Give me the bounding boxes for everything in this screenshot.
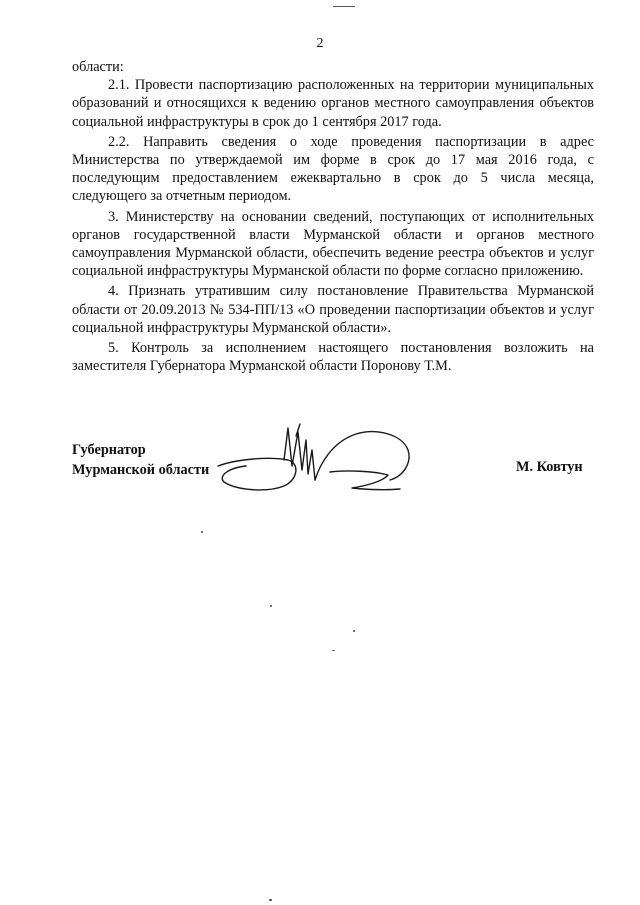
scan-speck (269, 899, 272, 901)
top-edge-mark (333, 6, 355, 7)
document-body (72, 58, 594, 375)
paragraph-2-2: 2.2. Направить сведения о ходе проведения паспортизации в адрес Министерства по утверждаемой им форме в срок до 17 мая 2016 года, с последующим предоставлением ежеквартально в срок до 5 числа месяца, следующего за отчетным периодом. (72, 133, 594, 205)
paragraph-2-1: 2.1. Провести паспортизацию расположенных на территории муниципальных образований и относящихся к ведению органов местного самоуправления объектов социальной инфраструктуры в срок до 1 сентября 2017 года. (72, 77, 594, 130)
scan-speck (201, 531, 203, 533)
signer-position (72, 440, 209, 480)
signer-name: М. Ковтун (516, 459, 583, 475)
handwritten-signature (214, 420, 434, 510)
scan-speck (353, 630, 355, 632)
signer-position-line2: Мурманской области (72, 462, 210, 478)
continuation-line: области: (72, 59, 124, 75)
page-number: 2 (316, 36, 324, 51)
scan-speck (332, 650, 335, 651)
paragraph-5: 5. Контроль за исполнением настоящего постановления возложить на заместителя Губернатора Мурманской области Поронову Т.М. (72, 340, 594, 375)
paragraph-3: 3. Министерству на основании сведений, поступающих от исполнительных органов государственной власти Мурманской области и органов местного самоуправления Мурманской области, обеспечить ведение реестра объектов и услуг социальной инфраструктуры Мурманской области по форме согласно приложению. (72, 208, 594, 280)
scan-speck (270, 605, 272, 607)
signer-position-line1: Губернатор (72, 442, 146, 458)
paragraph-4: 4. Признать утратившим силу постановление Правительства Мурманской области от 20.09.2013 № 534-ПП/13 «О проведении паспортизации объектов и услуг социальной инфраструктуры Мурманской области». (72, 283, 594, 336)
